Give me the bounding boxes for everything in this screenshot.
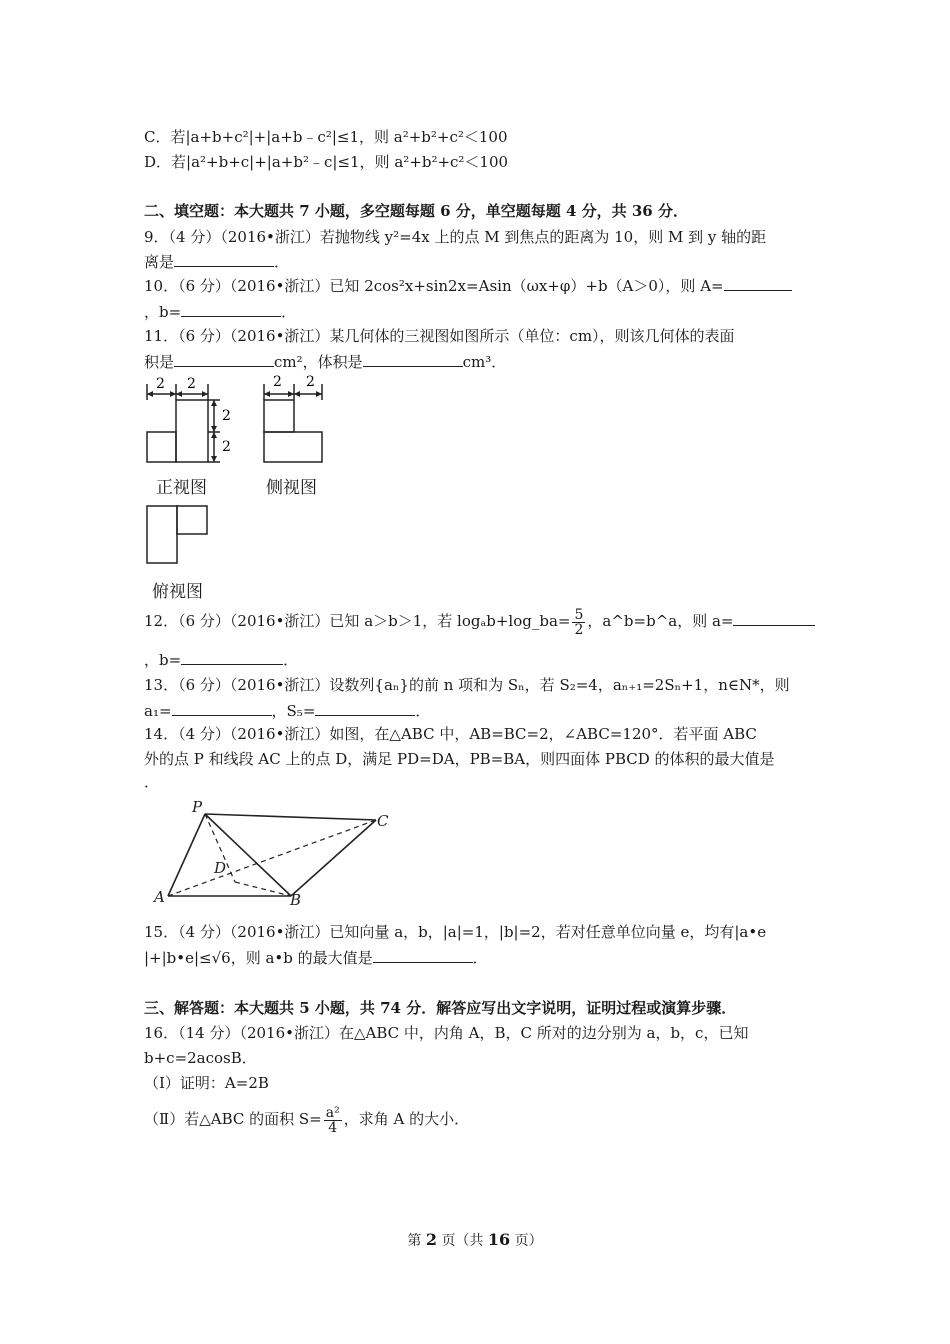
front-view-label: 正视图 [156,478,207,498]
tetrahedron-figure [148,796,398,908]
q15-line1: 15．（4 分）（2016•浙江）已知向量 a，b，|a|=1，|b|=2，若对任意单位向量 e，均有|a•e [144,923,767,941]
q9-line2: 离是 ． [144,253,290,271]
q14-line1: 14．（4 分）（2016•浙江）如图，在△ABC 中，AB=BC=2，∠ABC=120°．若平面 ABC [144,725,757,743]
q9-line1: 9．（4 分）（2016•浙江）若抛物线 y²=4x 上的点 M 到焦点的距离为 10，则 M 到 y 轴的距 [144,228,767,246]
top-view-label: 俯视图 [152,582,203,602]
q16-fraction: $\frac{\text{a²}}{4}$ [325,1104,340,1136]
q13-line2: a₁= ，S₅= ． [144,702,431,720]
q16-part2: （Ⅱ）若△ABC 的面积 S= $\frac{\text{a²}}{4}$ ，求角 A 的大小． [144,1104,470,1136]
dim-front-left: 2 [156,376,165,392]
point-a: A [154,888,165,906]
q11-line1: 11．（6 分）（2016•浙江）某几何体的三视图如图所示（单位：cm），则该几何体的表面 [144,327,735,345]
dim-front-right: 2 [187,376,196,392]
front-view-drawing [147,384,220,462]
side-view-drawing [264,384,322,462]
q15-line2: |+|b•e|≤√6，则 a•b 的最大值是 ． [144,949,488,967]
q11-line2: 积是 cm²，体积是 cm³． [144,353,507,371]
option-d: D．若|a²+b+c|+|a+b²﹣c|≤1，则 a²+b²+c²＜100 [144,153,509,171]
dim-side-right: 2 [306,374,315,390]
option-c: C．若|a+b+c²|+|a+b﹣c²|≤1，则 a²+b²+c²＜100 [144,128,508,146]
q16-line1: 16．（14 分）（2016•浙江）在△ABC 中，内角 A，B，C 所对的边分别为 a，b，c，已知 [144,1024,749,1042]
q10-line1: 10．（6 分）（2016•浙江）已知 2cos²x+sin2x=Asin（ωx+φ）+b（A＞0），则 A= [144,276,792,296]
q16-part1: （Ⅰ）证明：A=2B [144,1074,269,1092]
q16-line2: b+c=2acosB． [144,1049,257,1067]
point-b: B [290,891,302,908]
q12-line1: 12．（6 分）（2016•浙江）已知 a＞b＞1，若 logₐb+log_ba= $\frac{5}{2}$ ，a^b=b^a，则 a= [144,606,815,637]
q14-line2: 外的点 P 和线段 AC 上的点 D，满足 PD=DA，PB=BA，则四面体 PBCD 的体积的最大值是 [144,750,775,768]
q10-line2: ，b= ． [144,303,297,321]
q12-line2: ，b= ． [144,651,299,669]
dim-front-lower: 2 [222,439,231,455]
q14-line3: ． [144,773,160,791]
side-view-label: 侧视图 [266,478,317,498]
q13-line1: 13．（6 分）（2016•浙江）设数列{aₙ}的前 n 项和为 Sₙ，若 S₂=4，aₙ₊₁=2Sₙ+1，n∈N*，则 [144,676,790,694]
section-3-heading: 三、解答题：本大题共 5 小题，共 74 分．解答应写出文字说明，证明过程或演算步骤． [144,999,737,1017]
top-view-drawing [147,506,207,563]
point-p: P [192,798,203,816]
page-footer: 第 2 页（共 16 页） [407,1230,543,1249]
point-d: D [214,859,227,877]
section-2-heading: 二、填空题：本大题共 7 小题，多空题每题 6 分，单空题每题 4 分，共 36 分． [144,202,688,220]
q12-fraction: $\frac{5}{2}$ [574,606,584,638]
point-c: C [377,812,389,830]
dim-front-upper: 2 [222,408,231,424]
dim-side-left: 2 [273,374,282,390]
